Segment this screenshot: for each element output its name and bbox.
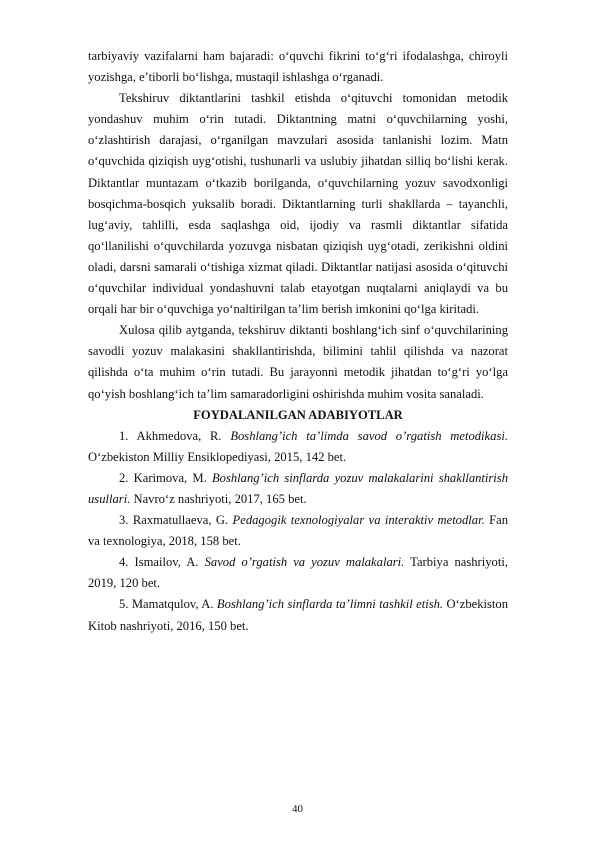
body-paragraph-methodology: Tekshiruv diktantlarini tashkil etishda o‘qituvchi tomonidan metodik yondashuv muhim o‘rin tutadi. Diktantning matni o‘quvchilarning yoshi, o‘zlashtirish darajasi, o‘rganilgan mavzulari asosida tanlanishi lozim. Matn o‘quvchida qiziqish uyg‘otishi, tushunarli va uslubiy jihatdan silliq bo‘lishi kerak. Diktantlar muntazam o‘tkazib borilganda, o‘quvchilarning yozuv savodxonligi bosqichma-bosqich yuksalib boradi. Diktantlarning turli shakllarda – tayanchli, lug‘aviy, tahlilli, esda saqlashga oid, ijodiy va rasmli diktantlar sifatida qo‘llanilishi o‘quvchilarda yozuvga nisbatan qiziqish uyg‘otadi, zerikishni oldini oladi, darsni samarali o‘tishiga xizmat qiladi. Diktantlar natijasi asosida o‘qituvchi o‘quvchilar individual yondashuvni talab etayotgan nuqtalarni aniqlaydi va bu orqali har bir o‘quvchiga yo‘naltirilgan ta’lim berish imkonini qo‘lga kiritadi.: [88, 91, 508, 317]
reference-author: Raxmatullaeva, G.: [132, 513, 229, 528]
reference-number: 2.: [119, 470, 129, 485]
references-heading: FOYDALANILGAN ADABIYOTLAR: [193, 407, 403, 422]
reference-publisher: Fan va texnologiya, 2018, 158 bet.: [88, 513, 509, 549]
reference-author: Karimova, M.: [133, 470, 207, 485]
reference-item: [88, 594, 508, 636]
reference-number: 4.: [119, 555, 129, 570]
reference-item: [88, 552, 508, 594]
body-paragraph-continuation: tarbiyaviy vazifalarni ham bajaradi: o‘quvchi fikrini to‘g‘ri ifodalashga, chiroyli yozishga, e’tiborli bo‘lishga, mustaqil ishlashga o‘rganadi.: [88, 49, 508, 85]
reference-number: 1.: [119, 428, 129, 443]
reference-title: Boshlang’ich ta’limda savod o’rgatish metodikasi.: [230, 428, 508, 443]
reference-author: Mamatqulov, A.: [131, 597, 214, 612]
reference-item: [88, 468, 508, 510]
reference-author: Akhmedova, R.: [136, 428, 222, 443]
reference-publisher: Navro‘z nashriyoti, 2017, 165 bet.: [133, 491, 307, 506]
reference-number: 3.: [119, 513, 129, 528]
reference-title: Savod o’rgatish va yozuv malakalari.: [204, 555, 405, 570]
reference-publisher: O‘zbekiston Kitob nashriyoti, 2016, 150 bet.: [88, 597, 509, 633]
reference-item: [88, 426, 508, 468]
page-number: 40: [292, 803, 303, 815]
reference-author: Ismailov, A.: [134, 555, 199, 570]
reference-title: Boshlang’ich sinflarda yozuv malakalarini shakllantirish usullari.: [88, 470, 509, 506]
reference-publisher: O‘zbekiston Milliy Ensiklopediyasi, 2015, 142 bet.: [88, 449, 347, 464]
body-paragraph-conclusion: Xulosa qilib aytganda, tekshiruv diktanti boshlang‘ich sinf o‘quvchilarining savodli yozuv malakasini shakllantirishda, bilimini tahlil qilishda va nazorat qilishda o‘ta muhim o‘rin tutadi. Bu jarayonni metodik jihatdan to‘g‘ri yo‘lga qo‘yish boshlang‘ich ta’lim samaradorligini oshirishda muhim vosita sanaladi.: [88, 323, 508, 401]
reference-item: [88, 510, 508, 552]
reference-publisher: Tarbiya nashriyoti, 2019, 120 bet.: [88, 555, 508, 591]
reference-title: Pedagogik texnologiyalar va interaktiv metodlar.: [232, 513, 485, 528]
references-list: [88, 426, 508, 637]
reference-title: Boshlang’ich sinflarda ta’limni tashkil etish.: [216, 597, 444, 612]
document-page: [88, 46, 508, 637]
reference-number: 5.: [119, 597, 129, 612]
